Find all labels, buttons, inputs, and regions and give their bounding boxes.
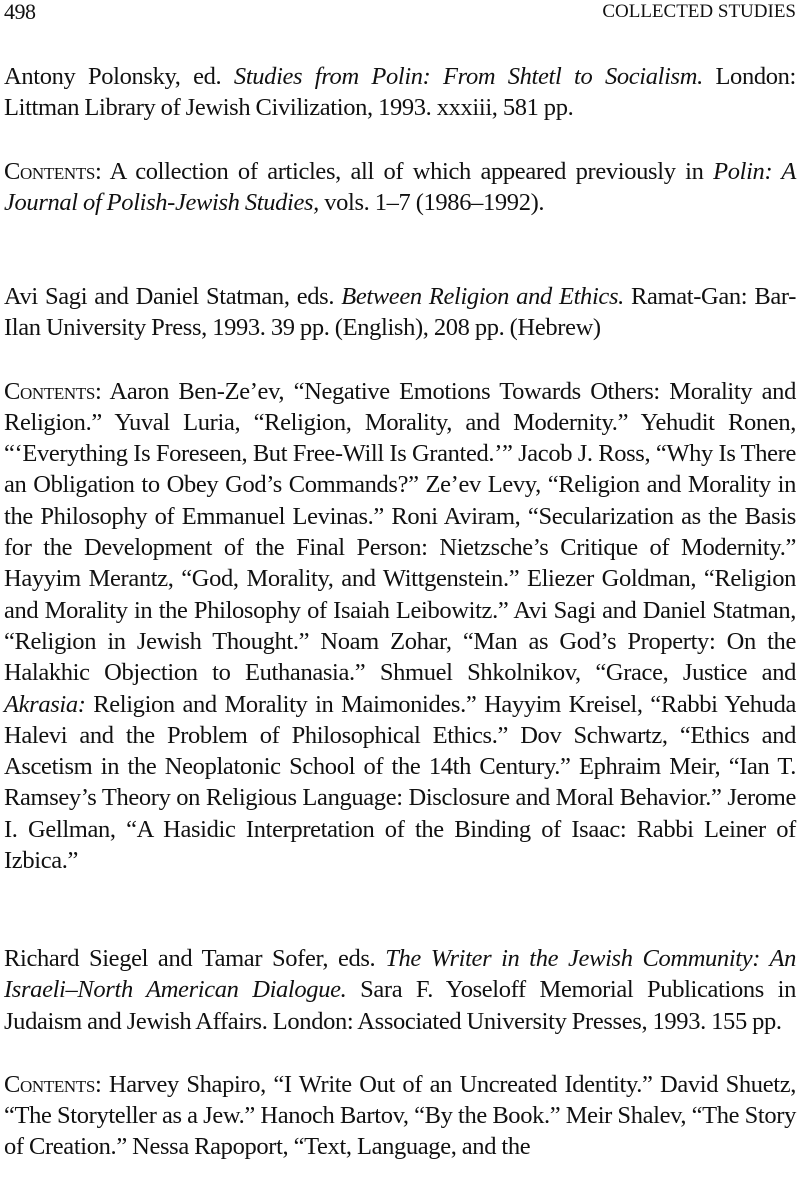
bibliography-entry [4, 943, 796, 1163]
page-number: 498 [4, 0, 36, 24]
bibliography-entry [4, 281, 796, 876]
bibliography-entry [4, 61, 796, 218]
contents-label: Contents: [4, 1070, 102, 1098]
italic-term: Akrasia: [4, 690, 86, 718]
editors: Antony Polonsky, ed. [4, 63, 222, 90]
contents-text: Aaron Ben-Ze’ev, “Negative Emotions Towards Others: Morality and Religion.” Yuval Luria, “Religion, Morality, and Modernity.” Yehudit Ronen, “‘Everything Is Foreseen, But Free-Will Is Granted.’” Jacob J. Ross, “Why Is There an Obligation to Obey God’s Commands?” Ze’ev Levy, “Religion and Morality in the Philosophy of Emmanuel Levinas.” Roni Aviram, “Secularization as the Basis for the Development of the Final Person: Nietzsche’s Critique of Modernity.” Hayyim Merantz, “God, Morality, and Wittgenstein.” Eliezer Goldman, “Religion and Morality in the Philosophy of Isaiah Leibowitz.” Avi Sagi and Daniel Statman, “Religion in Jewish Thought.” Noam Zohar, “Man as God’s Property: On the Halakhic Objection to Euthanasia.” Shmuel Shkolnikov, “Grace, Justice and [4, 377, 796, 687]
publication-info: Sara F. Yoseloff Memorial Publications in Judaism and Jewish Affairs. London: Associated University Presses, 1993. 155 pp. [4, 976, 797, 1035]
book-title: Between Religion and Ethics. [341, 283, 624, 310]
document-page [4, 0, 797, 1161]
contents-paragraph [4, 376, 796, 877]
contents-label: Contents: [4, 157, 102, 185]
contents-text: A collection of articles, all of which appeared previously in [109, 157, 704, 185]
section-title: COLLECTED STUDIES [602, 1, 796, 22]
contents-paragraph [4, 1069, 796, 1163]
publication-info: Ramat-Gan: Bar-Ilan University Press, 1993. 39 pp. (English), 208 pp. (Hebrew) [4, 283, 797, 342]
contents-paragraph [4, 156, 796, 219]
contents-text: Religion and Morality in Maimonides.” Hayyim Kreisel, “Rabbi Yehuda Halevi and the Problem of Philosophical Ethics.” Dov Schwartz, “Ethics and Ascetism in the Neoplatonic School of the 14th Century.” Ephraim Meir, “Ian T. Ramsey’s Theory on Religious Language: Disclosure and Moral Behavior.” Jerome I. Gellman, “A Hasidic Interpretation of the Binding of Isaac: Rabbi Leiner of Izbica.” [4, 690, 796, 875]
book-title: Studies from Polin: From Shtetl to Socialism. [233, 63, 703, 90]
citation [4, 281, 796, 344]
citation [4, 943, 796, 1037]
citation [4, 61, 796, 124]
running-head [4, 1, 796, 25]
contents-text: vols. 1–7 (1986–1992). [324, 188, 545, 216]
contents-label: Contents: [4, 377, 102, 405]
contents-text: Harvey Shapiro, “I Write Out of an Uncreated Identity.” David Shuetz, “The Storyteller as a Jew.” Hanoch Bartov, “By the Book.” Meir Shalev, “The Story of Creation.” Nessa Rapoport, “Text, Language, and the [4, 1070, 796, 1161]
publication-info: London: Littman Library of Jewish Civilization, 1993. xxxiii, 581 pp. [4, 63, 797, 122]
journal-title: Polin: A Journal of Polish-Jewish Studies, [4, 157, 796, 216]
editors: Avi Sagi and Daniel Statman, eds. [4, 283, 335, 310]
book-title: The Writer in the Jewish Community: An Israeli–North American Dialogue. [4, 945, 796, 1004]
editors: Richard Siegel and Tamar Sofer, eds. [4, 945, 376, 972]
